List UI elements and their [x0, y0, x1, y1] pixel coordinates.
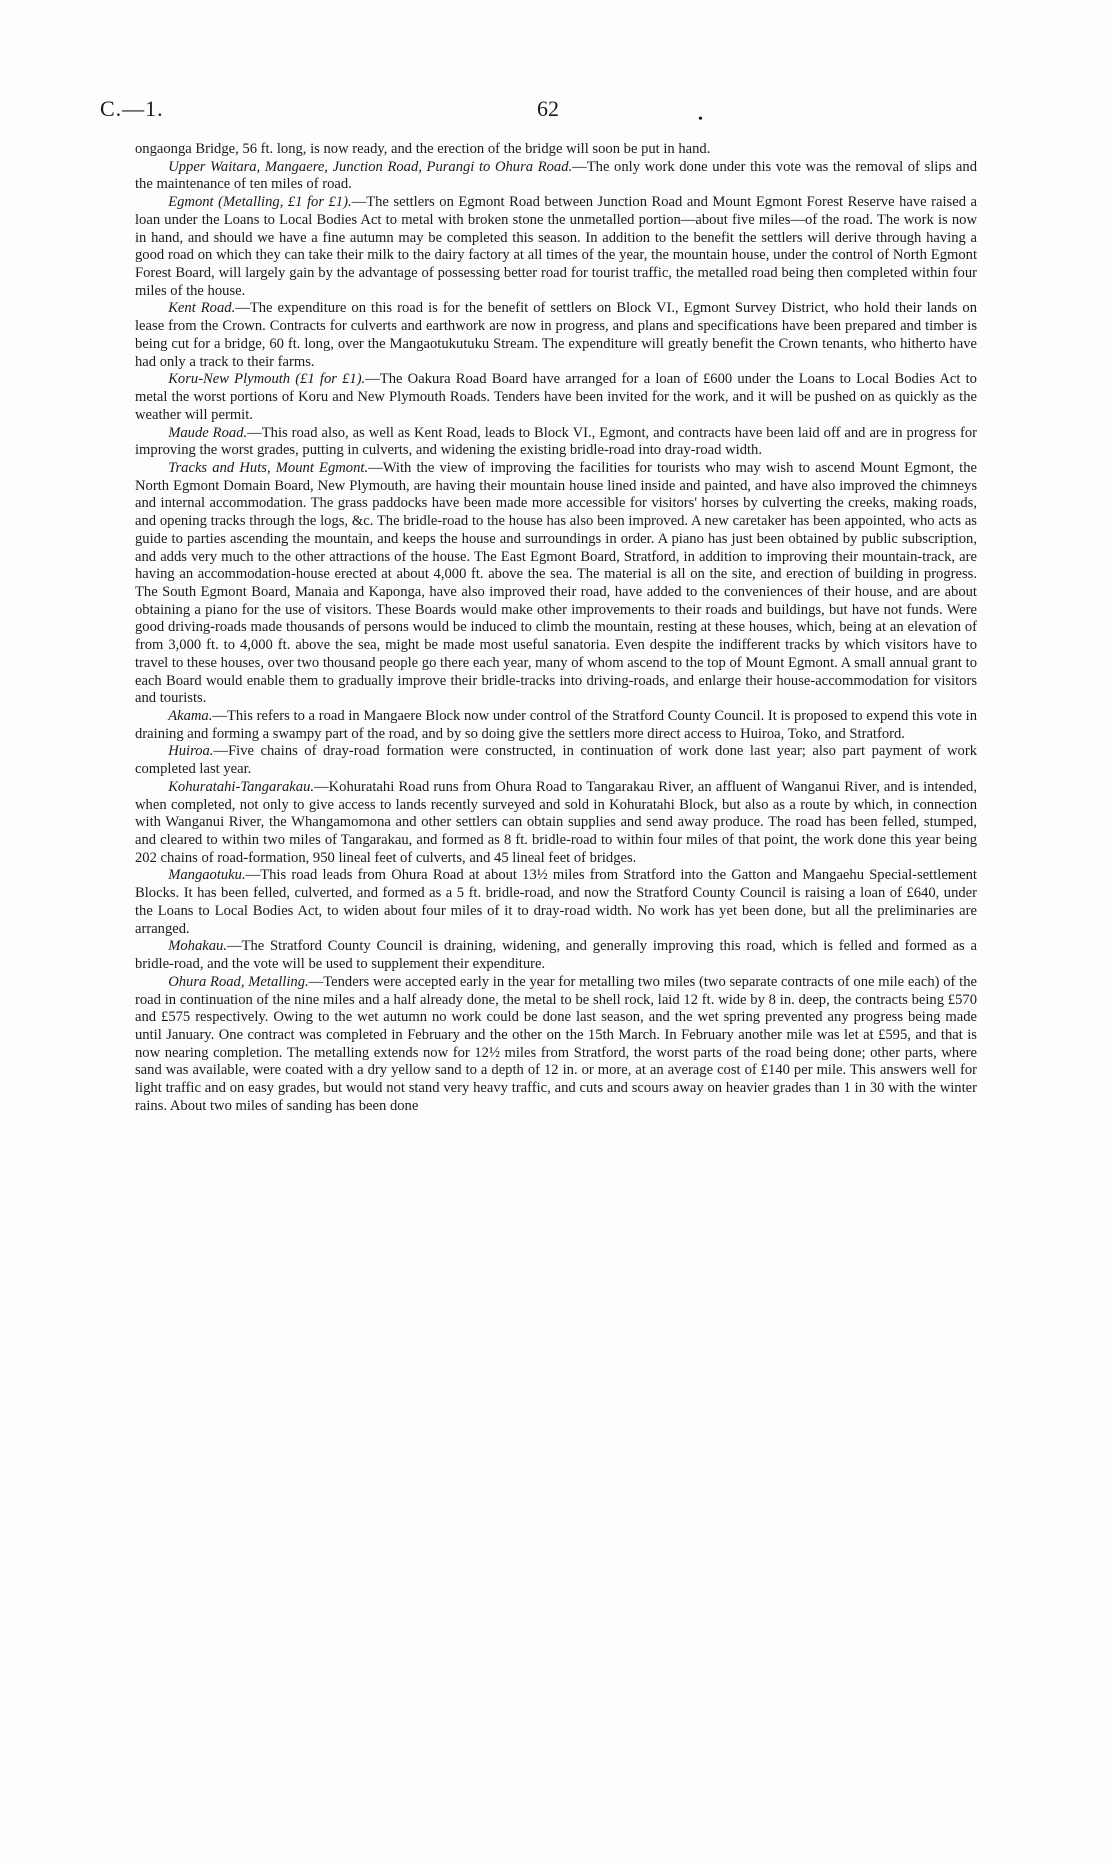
paragraph-heading: Mangaotuku. — [168, 867, 246, 884]
paragraph-heading: Upper Waitara, Mangaere, Junction Road, Purangi to Ohura Road. — [168, 158, 573, 175]
paragraph-mohakau — [135, 938, 977, 973]
paragraph-huiroa — [135, 743, 977, 778]
paragraph-tracks-and-huts — [135, 460, 977, 708]
paragraph-akama — [135, 708, 977, 743]
paragraph-heading: Akama. — [168, 708, 213, 724]
paragraph-text: —The expenditure on this road is for the benefit of settlers on Block VI., Egmont Survey District, who hold their lands on lease from the Crown. Contracts for culverts and earthwork are now in progress, and plans and specifications have been prepared and timber is being cut for a bridge, 60 ft. long, over the Mangaotukutuku Stream. The expenditure will greatly benefit the Crown tenants, who hitherto have had only a track to their farms. — [135, 300, 977, 370]
paragraph-text: —The Stratford County Council is draining, widening, and generally improving this road, which is felled and formed as a bridle-road, and the vote will be used to supplement their expenditure. — [135, 938, 977, 973]
paragraph-heading: Kent Road. — [168, 300, 236, 317]
paragraph-text: —This road leads from Ohura Road at about 13½ miles from Stratford into the Gatton and Mangaehu Special-settlement Blocks. It has been felled, culverted, and formed as a 5 ft. bridle-road, and now the Stratford County Council is raising a loan of £640, under the Loans to Local Bodies Act, to widen about four miles of it to dray-road width. No work has yet been done, but all the preliminaries are arranged. — [135, 867, 977, 937]
paragraph-ohura-road — [135, 974, 977, 1116]
page-header — [0, 96, 1114, 126]
paragraph-heading: Maude Road. — [168, 424, 248, 441]
paragraph-egmont — [135, 194, 977, 300]
paragraph-kent-road — [135, 300, 977, 371]
paragraph-heading: Koru-New Plymouth (£1 for £1). — [168, 371, 366, 388]
paragraph-text: ongaonga Bridge, 56 ft. long, is now ready, and the erection of the bridge will soon be put in hand. — [135, 141, 711, 157]
paragraph-heading: Kohuratahi-Tangarakau. — [168, 778, 315, 795]
paragraph-text: —Kohuratahi Road runs from Ohura Road to Tangarakau River, an affluent of Wanganui River, and is intended, when completed, not only to give access to lands recently surveyed and sold in Kohuratahi Block, but also as a route by which, in connection with Wanganui River, the Whangamomona and other settlers can obtain supplies and send away produce. The road has been felled, stumped, and cleared to within two miles of Tangarakau, and formed as 8 ft. bridle-road to within four miles of that point, the work done this year being 202 chains of road-formation, 950 lineal feet of culverts, and 45 lineal feet of bridges. — [135, 778, 977, 866]
paragraph-text: —With the view of improving the facilities for tourists who may wish to ascend Mount Egmont, the North Egmont Domain Board, New Plymouth, are having their mountain house lined inside and painted, and have also improved the chimneys and internal accommodation. The grass paddocks have been made more accessible for visitors' horses by culverting the creeks, making roads, and opening tracks through the logs, &c. The bridle-road to the house has also been improved. A new caretaker has been appointed, who acts as guide to parties ascending the mountain, and keeps the house and surroundings in order. A piano has just been obtained by public subscription, and adds very much to the other attractions of the house. The East Egmont Board, Stratford, in addition to improving their mountain-track, are having an accommodation-house erected at about 4,000 ft. above the sea. The material is all on the site, and erection of building in progress. The South Egmont Board, Manaia and Kaponga, have also improved their road, have added to the conveniences of their house, and are about obtaining a piano for the use of visitors. These Boards would make other improvements to their roads and buildings, but have not funds. Were good driving-roads made thousands of persons would be induced to climb the mountain, resting at these houses, which, being at an elevation of from 3,000 ft. to 4,000 ft. above the sea, might be made most useful sanatoria. Even despite the indifferent tracks by which visitors have to travel to these houses, over two thousand people go there each year, many of whom ascend to the top of Mount Egmont. A small annual grant to each Board would enable them to gradually improve their bridle-tracks into driving-roads, and enlarge their house-accommodation for visitors and tourists. — [135, 459, 977, 707]
report-reference: C.—1. — [100, 96, 164, 121]
paragraph-heading: Tracks and Huts, Mount Egmont. — [168, 459, 369, 476]
paragraph-text: —The only work done under this vote was the removal of slips and the maintenance of ten miles of road. — [135, 158, 977, 193]
paragraph-koru-new-plymouth — [135, 371, 977, 424]
page-number: 62 — [537, 96, 559, 121]
paragraph-kohuratahi — [135, 779, 977, 868]
paragraph-mangaotuku — [135, 867, 977, 938]
paragraph-text: —The Oakura Road Board have arranged for a loan of £600 under the Loans to Local Bodies Act to metal the worst portions of Koru and New Plymouth Roads. Tenders have been invited for the work, and it will be pushed on as quickly as the weather will permit. — [135, 371, 977, 423]
paragraph-text: —Five chains of dray-road formation were constructed, in continuation of work done last year; also part payment of work completed last year. — [135, 743, 977, 778]
paragraph-heading: Ohura Road, Metalling. — [168, 973, 309, 990]
paragraph-heading: Huiroa. — [168, 743, 214, 760]
paragraph-heading: Egmont (Metalling, £1 for £1). — [168, 194, 352, 211]
paragraph-upper-waitara — [135, 159, 977, 194]
print-mark: • — [698, 112, 703, 127]
paragraph-heading: Mohakau. — [168, 938, 227, 955]
report-body — [135, 141, 977, 1116]
paragraph-continuation — [135, 141, 977, 159]
paragraph-text: —This road also, as well as Kent Road, leads to Block VI., Egmont, and contracts have been laid off and are in progress for improving the worst grades, putting in culverts, and widening the existing bridle-road into dray-road width. — [135, 424, 977, 459]
paragraph-maude-road — [135, 425, 977, 460]
paragraph-text: —This refers to a road in Mangaere Block now under control of the Stratford County Council. It is proposed to expend this vote in draining and forming a swampy part of the road, and by so doing give the settlers more direct access to Huiroa, Toko, and Stratford. — [135, 708, 977, 742]
paragraph-text: —Tenders were accepted early in the year for metalling two miles (two separate contracts of one mile each) of the road in continuation of the nine miles and a half already done, the metal to be shell rock, laid 12 ft. wide by 8 in. deep, the contracts being £570 and £575 respectively. Owing to the wet autumn no work could be done last season, and the wet spring prevented any progress being made until January. One contract was completed in February and the other on the 15th March. In February another mile was let at £595, and that is now nearing completion. The metalling extends now for 12½ miles from Stratford, the worst parts of the road being done; other parts, where sand was available, were coated with a dry yellow sand to a depth of 12 in. or more, at an average cost of £140 per mile. This answers well for light traffic and on easy grades, but would not stand very heavy traffic, and cuts and scours away on heavier grades than 1 in 30 with the winter rains. About two miles of sanding has been done — [135, 973, 977, 1114]
paragraph-text: —The settlers on Egmont Road between Junction Road and Mount Egmont Forest Reserve have raised a loan under the Loans to Local Bodies Act to metal with broken stone the unmetalled portion—about five miles—of the road. The work is now in hand, and should we have a fine autumn may be completed this season. In addition to the benefit the settlers will derive through having a good road on which they can take their milk to the dairy factory at all times of the year, the mountain house, under the control of North Egmont Forest Board, will largely gain by the advantage of possessing better road for tourist traffic, the metalled road being then completed within four miles of the house. — [135, 194, 977, 299]
